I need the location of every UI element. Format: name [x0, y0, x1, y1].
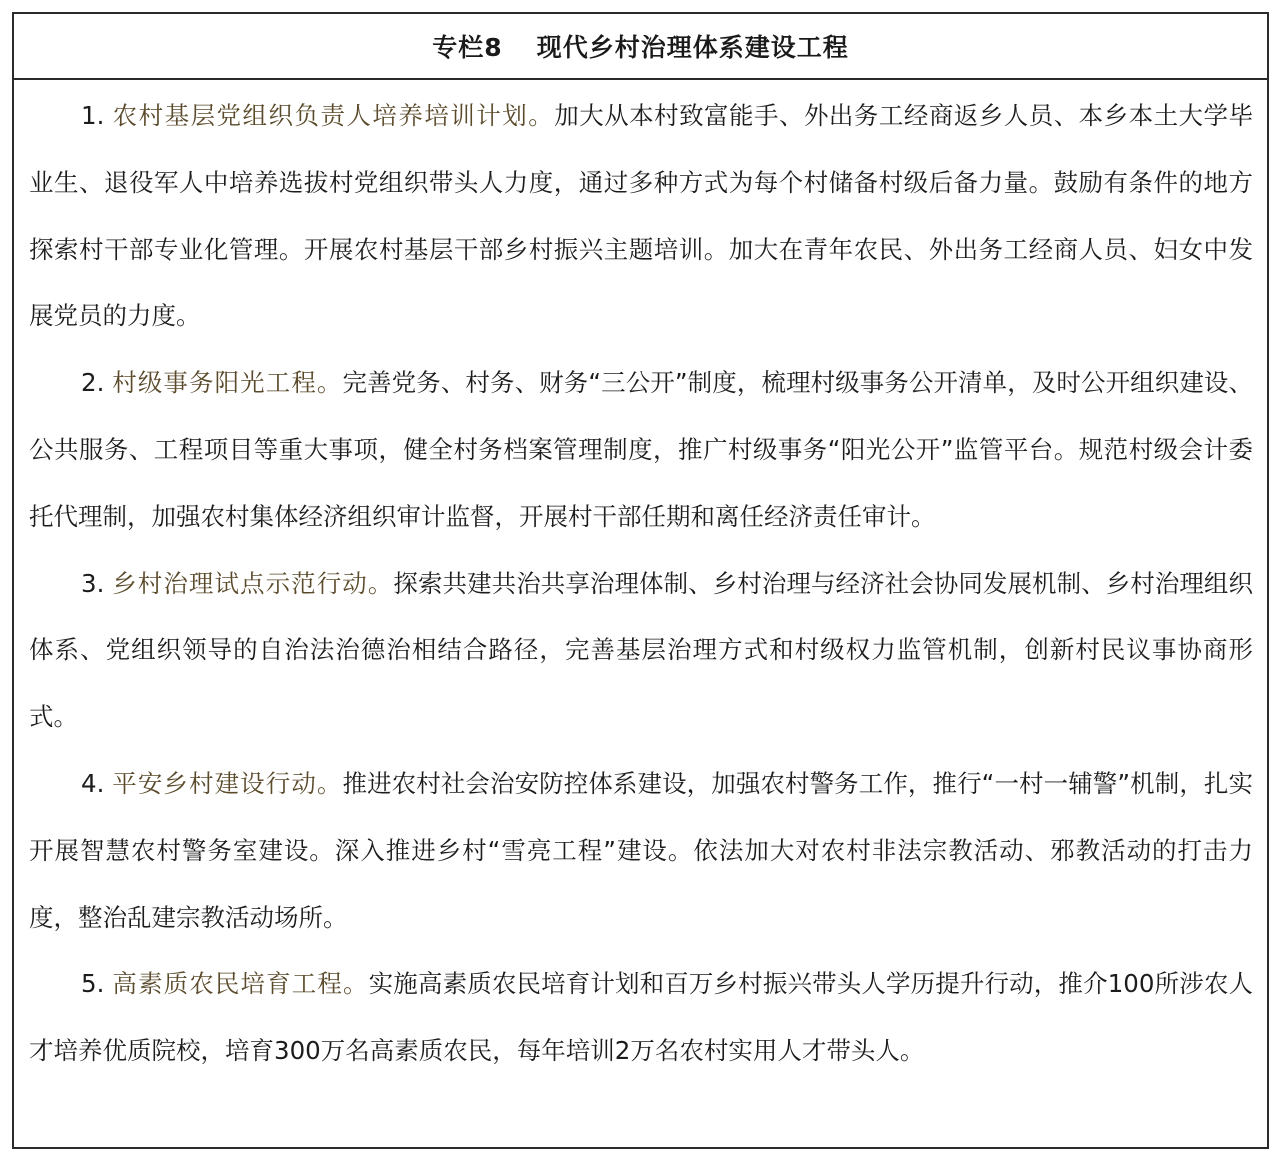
item-heading: 高素质农民培育工程。 — [112, 969, 369, 999]
item-text: 完善党务、村务、财务“三公开”制度，梳理村级事务公开清单，及时公开组织建设、公共服务、工程项目等重大事项，健全村务档案管理制度，推广村级事务“阳光公开”监管平台。规范村级会计委托代理制，加强农村集体经济组织审计监督，开展村干部任期和离任经济责任审计。 — [29, 368, 1253, 531]
column-label: 专栏8 — [432, 33, 503, 62]
item-heading: 村级事务阳光工程。 — [112, 368, 343, 398]
column-box — [12, 12, 1269, 1149]
item-heading: 乡村治理试点示范行动。 — [112, 568, 394, 598]
item-paragraph — [29, 751, 1253, 951]
item-paragraph — [29, 951, 1253, 1085]
item-paragraph — [29, 350, 1253, 550]
item-text: 加大从本村致富能手、外出务工经商返乡人员、本乡本土大学毕业生、退役军人中培养选拔村党组织带头人力度，通过多种方式为每个村储备村级后备力量。鼓励有条件的地方探索村干部专业化管理。开展农村基层干部乡村振兴主题培训。加大在青年农民、外出务工经商人员、妇女中发展党员的力度。 — [29, 101, 1254, 331]
column-body — [14, 83, 1267, 1085]
column-title — [14, 14, 1267, 80]
item-number: 1. — [81, 101, 105, 130]
item-text: 探索共建共治共享治理体制、乡村治理与经济社会协同发展机制、乡村治理组织体系、党组织领导的自治法治德治相结合路径，完善基层治理方式和村级权力监管机制，创新村民议事协商形式。 — [29, 568, 1253, 732]
item-heading: 农村基层党组织负责人培养培训计划。 — [112, 101, 555, 130]
item-text: 推进农村社会治安防控体系建设，加强农村警务工作，推行“一村一辅警”机制，扎实开展智慧农村警务室建设。深入推进乡村“雪亮工程”建设。依法加大对农村非法宗教活动、邪教活动的打击力度，整治乱建宗教活动场所。 — [29, 768, 1253, 932]
item-paragraph — [29, 551, 1253, 751]
item-paragraph — [29, 83, 1253, 350]
column-title-text: 现代乡村治理体系建设工程 — [536, 33, 849, 62]
item-number: 5. — [81, 969, 105, 999]
item-number: 2. — [81, 368, 105, 398]
item-heading: 平安乡村建设行动。 — [112, 768, 343, 798]
item-text: 实施高素质农民培育计划和百万乡村振兴带头人学历提升行动，推介100所涉农人才培养优质院校，培育300万名高素质农民，每年培训2万名农村实用人才带头人。 — [29, 969, 1253, 1066]
item-number: 4. — [81, 768, 105, 798]
item-number: 3. — [81, 568, 105, 598]
